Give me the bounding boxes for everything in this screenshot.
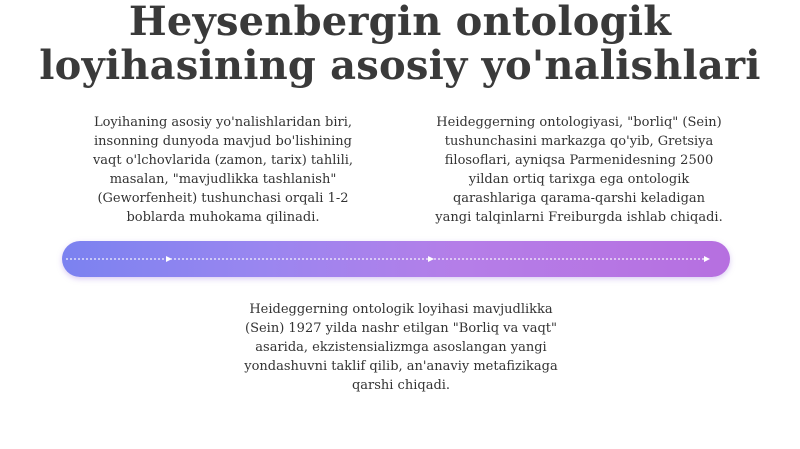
text-line: filosoflari, ayniqsa Parmenidesning 2500: [444, 153, 714, 168]
text-block-left: [62, 113, 384, 227]
text-line: (Sein) 1927 yilda nashr etilgan "Borliq va vaqt": [245, 321, 557, 336]
text-line: masalan, "mavjudlikka tashlanish": [109, 172, 337, 187]
text-line: asarida, ekzistensializmga asoslangan yangi: [255, 340, 547, 355]
arrow-head-icon: [704, 256, 710, 262]
title-line-2: loyihasining asosiy yo'nalishlari: [39, 42, 761, 89]
text-line: qarshi chiqadi.: [351, 378, 451, 393]
arrow-head-icon: [166, 256, 172, 262]
text-line: Heideggerning ontologiyasi, "borliq" (Sein): [436, 115, 722, 130]
text-line: insonning dunyoda mavjud bo'lishining: [94, 134, 352, 149]
text-line: (Geworfenheit) tushunchasi orqali 1-2: [97, 191, 349, 206]
timeline-bar: [62, 241, 730, 277]
text-line: yangi talqinlarni Freiburgda ishlab chiqadi.: [435, 210, 723, 225]
text-block-right: [414, 113, 744, 227]
text-line: yondashuvni taklif qilib, an'anaviy metafizikaga: [244, 359, 558, 374]
text-line: tushunchasini markazga qo'yib, Gretsiya: [444, 134, 714, 149]
text-line: qarashlariga qarama-qarshi keladigan: [452, 191, 706, 206]
arrow-head-icon: [428, 256, 434, 262]
text-line: vaqt o'lchovlarida (zamon, tarix) tahlili,: [92, 153, 354, 168]
text-block-bottom: [228, 300, 574, 395]
title-line-1: Heysenbergin ontologik: [128, 0, 672, 45]
text-line: Loyihaning asosiy yo'nalishlaridan biri,: [93, 115, 353, 130]
text-line: Heideggerning ontologik loyihasi mavjudlikka: [249, 302, 553, 317]
text-line: yildan ortiq tarixga ega ontologik: [468, 172, 690, 187]
timeline-arrow-line: [62, 241, 730, 277]
page-title: [0, 0, 800, 88]
text-line: boblarda muhokama qilinadi.: [126, 210, 320, 225]
